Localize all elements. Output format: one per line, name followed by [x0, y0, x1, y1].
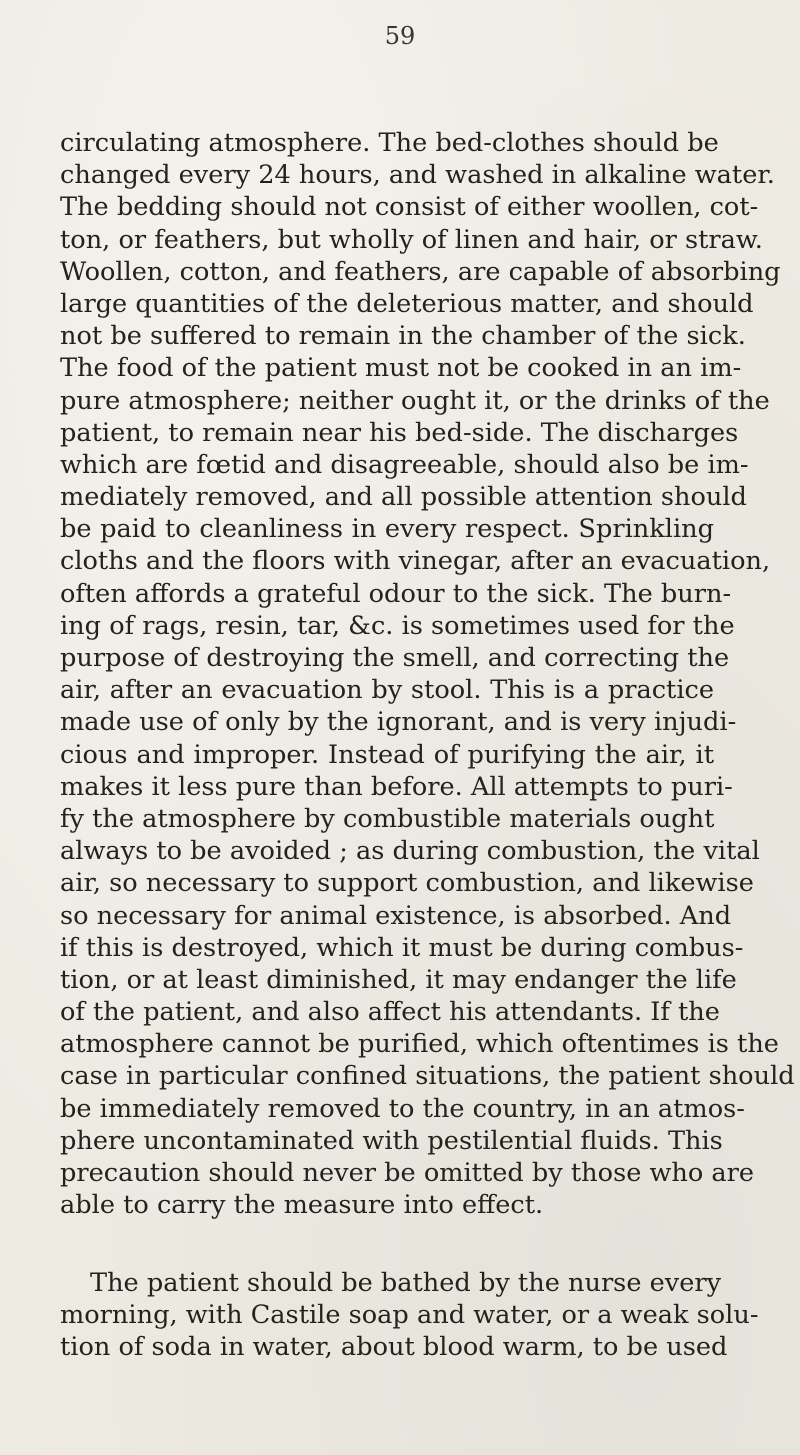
- text-line: mediately removed, and all possible attention should: [60, 482, 747, 513]
- text-line: cious and improper. Instead of purifying the air, it: [60, 739, 714, 770]
- text-line: purpose of destroying the smell, and correcting the: [60, 643, 730, 673]
- text-line: The bedding should not consist of either woollen, cot-: [60, 192, 759, 223]
- text-line: patient, to remain near his bed-side. The discharges: [60, 417, 739, 448]
- text-line: air, so necessary to support combustion, and likewise: [60, 868, 754, 899]
- text-line: be immediately removed to the country, in an atmos-: [60, 1093, 745, 1124]
- paragraph-1: [60, 127, 795, 1221]
- text-line: fy the atmosphere by combustible materials ought: [60, 803, 715, 834]
- text-line: makes it less pure than before. All attempts to puri-: [60, 771, 733, 802]
- text-line: pure atmosphere; neither ought it, or the drinks of the: [60, 385, 770, 416]
- text-line: phere uncontaminated with pestilential fluids. This: [60, 1125, 723, 1156]
- text-line: large quantities of the deleterious matter, and should: [60, 288, 754, 319]
- text-line: cloths and the floors with vinegar, after an evacuation,: [60, 546, 771, 577]
- text-line: The patient should be bathed by the nurse every: [90, 1268, 722, 1298]
- text-line: not be suffered to remain in the chamber of the sick.: [60, 321, 746, 352]
- text-line: Woollen, cotton, and feathers, are capable of absorbing: [60, 256, 781, 287]
- text-line: ing of rags, resin, tar, &c. is sometimes used for the: [60, 610, 735, 641]
- text-line: tion, or at least diminished, it may endanger the life: [60, 964, 737, 995]
- text-line: often affords a grateful odour to the sick. The burn-: [60, 578, 732, 609]
- text-line: which are fœtid and disagreeable, should also be im-: [60, 449, 749, 480]
- text-line: air, after an evacuation by stool. This is a practice: [60, 675, 714, 706]
- text-line: of the patient, and also affect his attendants. If the: [60, 997, 720, 1028]
- text-line: changed every 24 hours, and washed in alkaline water.: [60, 160, 775, 191]
- text-line: ton, or feathers, but wholly of linen and hair, or straw.: [60, 224, 763, 255]
- page-number: 59: [384, 22, 416, 50]
- text-line: able to carry the measure into effect.: [60, 1190, 544, 1221]
- text-line: precaution should never be omitted by those who are: [60, 1158, 755, 1188]
- text-line: circulating atmosphere. The bed-clothes should be: [60, 128, 719, 158]
- text-line: so necessary for animal existence, is absorbed. And: [60, 900, 732, 931]
- text-line: atmosphere cannot be purified, which oftentimes is the: [60, 1029, 779, 1060]
- text-line: if this is destroyed, which it must be during combus-: [60, 932, 744, 963]
- text-line: morning, with Castile soap and water, or a weak solu-: [60, 1300, 759, 1331]
- text-line: case in particular confined situations, the patient should: [60, 1061, 795, 1092]
- text-line: always to be avoided ; as during combustion, the vital: [60, 836, 760, 867]
- text-line: made use of only by the ignorant, and is very injudi-: [60, 707, 737, 738]
- text-line: be paid to cleanliness in every respect. Sprinkling: [60, 514, 714, 545]
- paragraph-2: [60, 1267, 759, 1364]
- text-line: The food of the patient must not be cooked in an im-: [60, 353, 742, 384]
- text-line: tion of soda in water, about blood warm, to be used: [60, 1332, 728, 1363]
